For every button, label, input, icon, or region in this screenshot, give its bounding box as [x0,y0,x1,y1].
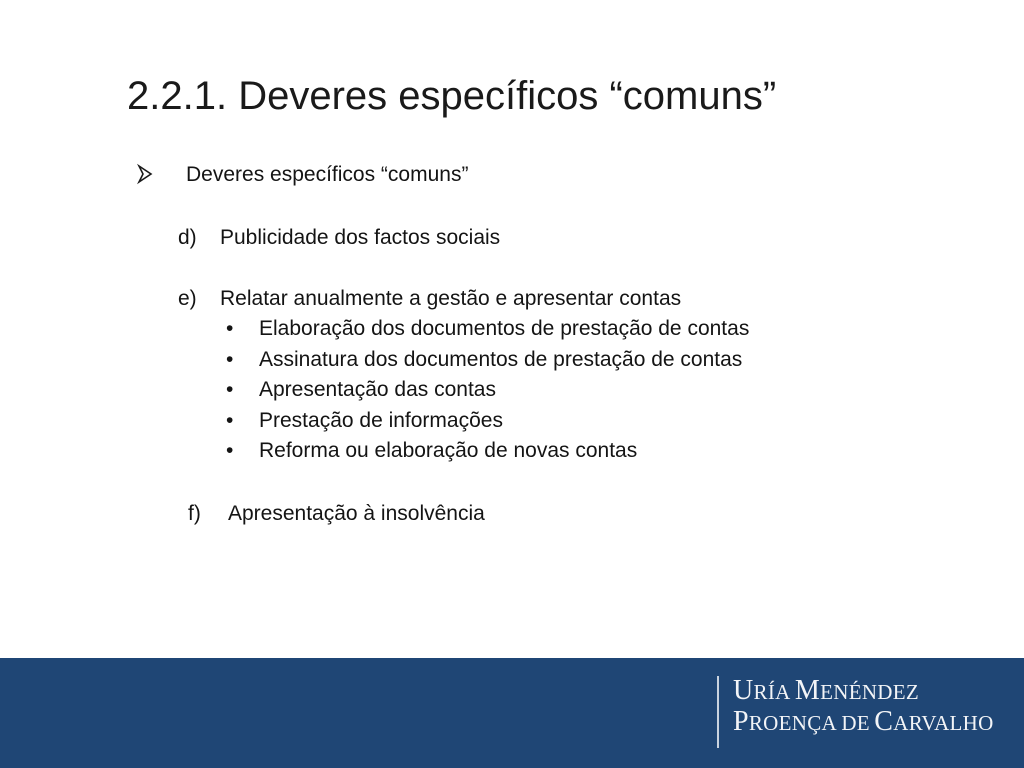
company-logo-line-2: PROENÇA DE CARVALHO [733,706,994,737]
sub-bullet-icon: • [226,409,234,432]
footer-bar [0,658,1024,768]
sub-bullet-icon: • [226,317,234,340]
sub-bullet-icon: • [226,439,234,462]
item-f-text: Apresentação à insolvência [228,502,485,525]
footer-divider [717,676,719,748]
sub-bullet-icon: • [226,378,234,401]
item-d-text: Publicidade dos factos sociais [220,226,501,249]
slide-title: 2.2.1. Deveres específicos “comuns” [127,74,777,118]
item-e-marker: e) [178,287,197,310]
company-logo-line-1: URÍA MENÉNDEZ [733,675,920,706]
item-f-marker: f) [188,502,201,525]
sub-item: Prestação de informações [259,409,503,432]
heading-bullet-text: Deveres específicos “comuns” [186,163,469,186]
arrow-bullet-icon [137,162,155,186]
sub-item: Reforma ou elaboração de novas contas [259,439,638,462]
item-e-text: Relatar anualmente a gestão e apresentar contas [220,287,682,310]
sub-item: Elaboração dos documentos de prestação de contas [259,317,750,340]
sub-item: Apresentação das contas [259,378,496,401]
item-d-marker: d) [178,226,197,249]
sub-item: Assinatura dos documentos de prestação de contas [259,348,743,371]
sub-bullet-icon: • [226,348,234,371]
